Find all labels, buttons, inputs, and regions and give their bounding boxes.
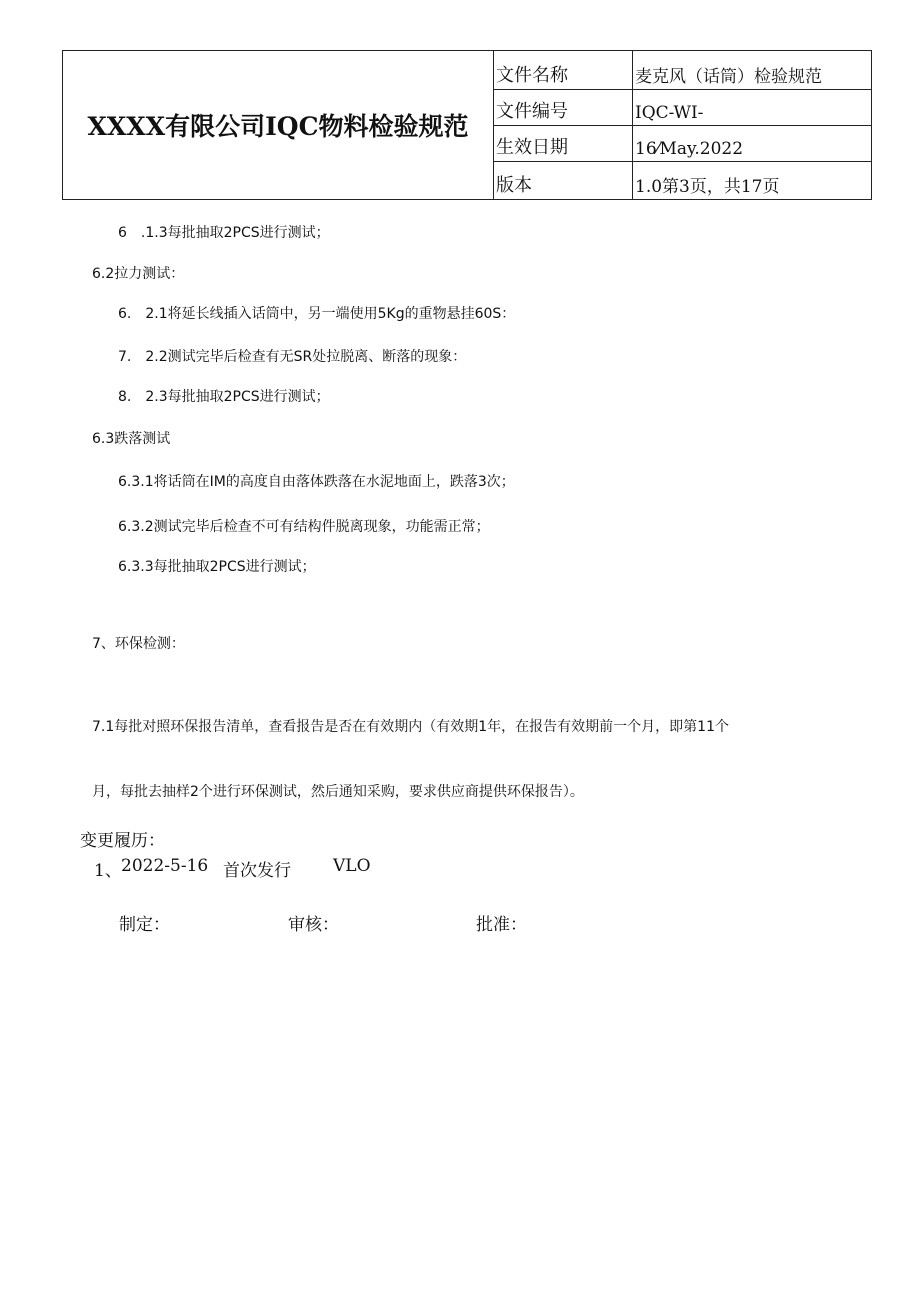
signoff-made-by: 制定： xyxy=(119,915,170,935)
version-value: 1.0第3页，共17页 xyxy=(633,162,872,200)
file-number-value: IQC-WI- xyxy=(633,90,872,126)
history-entry-date: 2022-5-16 xyxy=(121,856,209,876)
history-entry-number: 1、 xyxy=(94,861,122,881)
signoff-approved-by: 批准： xyxy=(476,915,527,935)
paragraph-7-1-line-2: 月，每批去抽样2个进行环保测试，然后通知采购，要求供应商提供环保报告）。 xyxy=(92,784,584,800)
heading-6-2: 6.2拉力测试： xyxy=(92,266,185,282)
file-name-value: 麦克风（话筒）检验规范 xyxy=(633,51,872,90)
item-6-2-2: 7. 2.2测试完毕后检查有无SR处拉脱离、断落的现象： xyxy=(118,349,467,365)
item-6-3-1: 6.3.1将话筒在IM的高度自由落体跌落在水泥地面上，跌落3次； xyxy=(118,474,515,490)
change-history-heading: 变更履历： xyxy=(80,831,165,851)
heading-7: 7、环保检测： xyxy=(92,636,185,652)
file-name-label: 文件名称 xyxy=(494,51,633,90)
version-label: 版本 xyxy=(494,162,633,200)
history-entry-action: 首次发行 xyxy=(223,861,291,881)
item-6-3-2: 6.3.2测试完毕后检查不可有结构件脱离现象，功能需正常； xyxy=(118,519,490,535)
effective-date-value: 16⁄May.2022 xyxy=(633,126,872,162)
document-header-table xyxy=(62,50,872,200)
item-6-2-3: 8. 2.3每批抽取2PCS进行测试； xyxy=(118,389,330,405)
effective-date-label: 生效日期 xyxy=(494,126,633,162)
document-title: XXXX有限公司IQC物料检验规范 xyxy=(63,51,494,200)
file-number-label: 文件编号 xyxy=(494,90,633,126)
signoff-reviewed-by: 审核： xyxy=(288,915,339,935)
history-entry-version: VLO xyxy=(333,856,371,876)
item-6-1-3: 6 .1.3每批抽取2PCS进行测试； xyxy=(118,225,330,241)
heading-6-3: 6.3跌落测试 xyxy=(92,431,171,447)
item-6-2-1: 6. 2.1将延长线插入话筒中，另一端使用5Kg的重物悬挂60S： xyxy=(118,306,516,322)
paragraph-7-1-line-1: 7.1每批对照环保报告清单，查看报告是否在有效期内（有效期1年，在报告有效期前一个月，即第11个 xyxy=(92,719,729,735)
item-6-3-3: 6.3.3每批抽取2PCS进行测试； xyxy=(118,559,316,575)
